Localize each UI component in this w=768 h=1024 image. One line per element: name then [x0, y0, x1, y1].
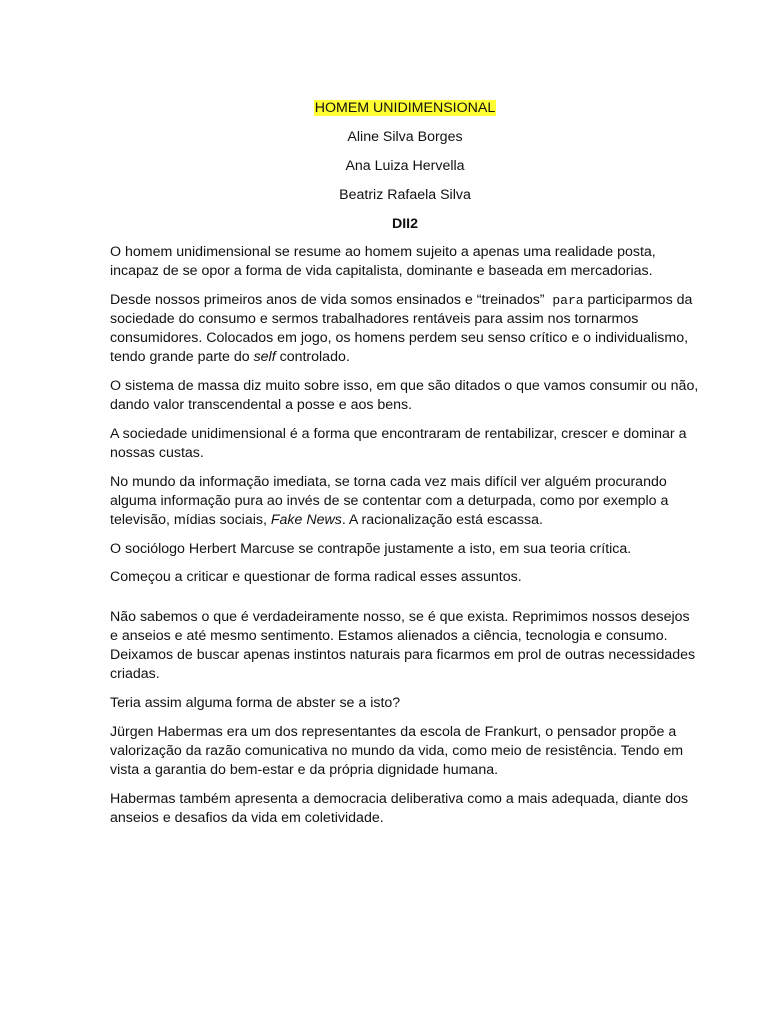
document-title	[110, 99, 700, 118]
paragraph-2-text-c: controlado.	[275, 349, 350, 365]
document-body	[110, 243, 700, 828]
author-3: Beatriz Rafaela Silva	[339, 187, 471, 203]
paragraph-6: O sociólogo Herbert Marcuse se contrapõe justamente a isto, em sua teoria crítica.	[110, 541, 632, 557]
paragraph-2-self: self	[253, 349, 276, 365]
document-page	[110, 99, 700, 828]
paragraph-10: Jürgen Habermas era um dos representantes da escola de Frankurt, o pensador propõe a valorização da razão comunicativa no mundo da vida, como meio de resistência. Tendo em vista a garantia do bem-estar e da própria dignidade humana.	[110, 724, 684, 778]
paragraph-8: Não sabemos o que é verdadeiramente nosso, se é que exista. Reprimimos nossos desejos e anseios e até mesmo sentimento. Estamos alienados a ciência, tecnologia e consumo. Deixamos de buscar apenas instintos naturais para ficarmos em prol de outras necessidades criadas.	[110, 609, 696, 682]
author-1: Aline Silva Borges	[347, 129, 463, 145]
paragraph-2-quoted: “treinados”	[476, 292, 545, 308]
paragraph-5-text-a: No mundo da informação imediata, se torna cada vez mais difícil ver alguém procurando alguma informação pura ao invés de se contentar com a deturpada, como por exemplo a televisão, mídias sociais,	[110, 474, 669, 528]
author-2: Ana Luiza Hervella	[345, 158, 465, 174]
paragraph-4: A sociedade unidimensional é a forma que encontraram de rentabilizar, crescer e dominar a nossas custas.	[110, 426, 687, 461]
paragraph-1: O homem unidimensional se resume ao homem sujeito a apenas uma realidade posta, incapaz de se opor a forma de vida capitalista, dominante e baseada em mercadorias.	[110, 244, 656, 279]
document-header	[110, 99, 700, 234]
paragraph-5	[110, 473, 700, 530]
paragraph-3: O sistema de massa diz muito sobre isso, em que são ditados o que vamos consumir ou não, dando valor transcendental a posse e aos bens.	[110, 378, 699, 413]
paragraph-5-text-b: . A racionalização está escassa.	[341, 512, 543, 528]
paragraph-2-para: para	[544, 293, 584, 308]
class-id: DII2	[391, 216, 419, 232]
title-highlight: HOMEM UNIDIMENSIONAL	[314, 100, 496, 116]
paragraph-2-text-a: Desde nossos primeiros anos de vida somos ensinados e	[110, 292, 477, 308]
paragraph-9: Teria assim alguma forma de abster se a isto?	[110, 695, 401, 711]
paragraph-5-fake-news: Fake News	[270, 512, 342, 528]
paragraph-11: Habermas também apresenta a democracia deliberativa como a mais adequada, diante dos anseios e desafios da vida em coletividade.	[110, 791, 689, 826]
paragraph-2-text-b: participarmos da sociedade do consumo e sermos trabalhadores rentáveis para assim nos tornarmos consumidores. Colocados em jogo, os homens perdem seu senso crítico e o individualismo, tendo grande parte do	[110, 292, 693, 365]
paragraph-7: Começou a criticar e questionar de forma radical esses assuntos.	[110, 569, 522, 585]
paragraph-2	[110, 291, 700, 367]
